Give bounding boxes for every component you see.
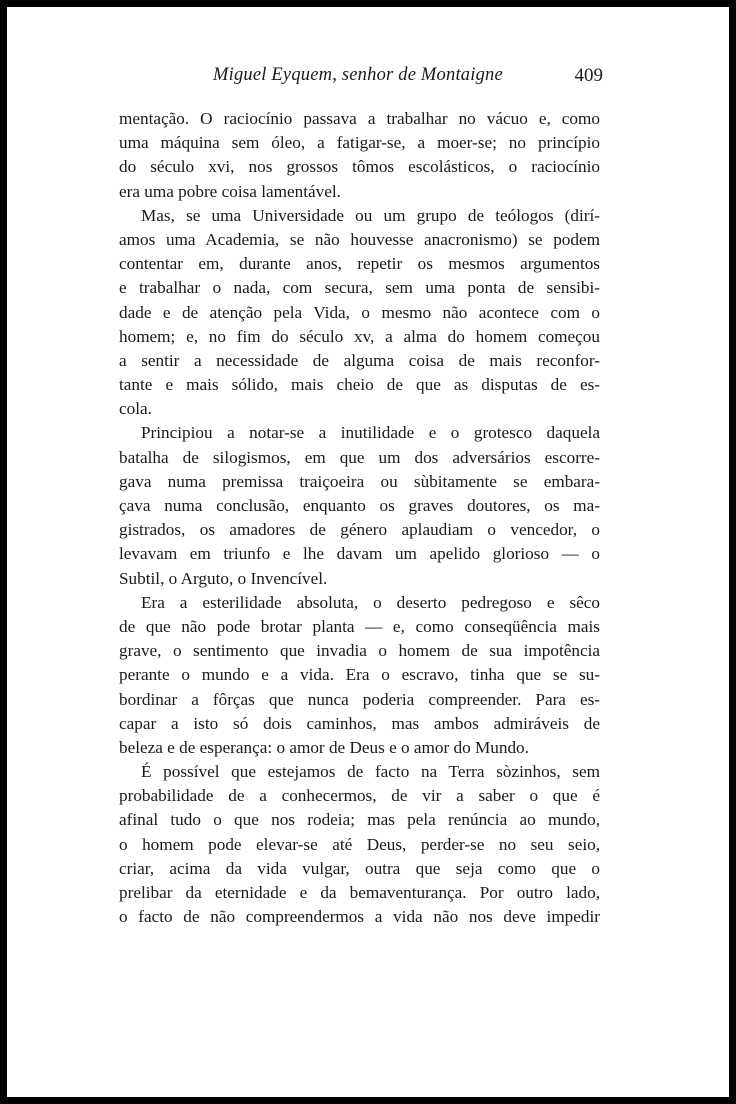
text-line: tante e mais sólido, mais cheio de que as disputas de es- — [119, 375, 600, 395]
text-line: perante o mundo e a vida. Era o escravo, tinha que se su- — [119, 665, 600, 685]
body-text — [119, 107, 600, 929]
text-line: beleza e de esperança: o amor de Deus e o amor do Mundo. — [119, 737, 529, 757]
book-page — [7, 7, 729, 1097]
text-line: criar, acima da vida vulgar, outra que seja como que o — [119, 858, 600, 878]
text-line: probabilidade de a conhecermos, de vir a saber o que é — [119, 786, 600, 806]
text-line: gistrados, os amadores de género aplaudiam o vencedor, o — [119, 520, 600, 540]
text-line: uma máquina sem óleo, a fatigar-se, a moer-se; no princípio — [119, 133, 600, 153]
text-line: Mas, se uma Universidade ou um grupo de teólogos (dirí- — [141, 205, 600, 225]
text-line: o facto de não compreendermos a vida não nos deve impedir — [119, 907, 600, 927]
text-line: bordinar a fôrças que nunca poderia compreender. Para es- — [119, 689, 600, 709]
text-line: a sentir a necessidade de alguma coisa de mais reconfor- — [119, 350, 600, 370]
text-line: levavam em triunfo e lhe davam um apelido glorioso — o — [119, 544, 600, 564]
text-line: e trabalhar o nada, com secura, sem uma ponta de sensibi- — [119, 278, 600, 298]
text-line: amos uma Academia, se não houvesse anacronismo) se podem — [119, 229, 600, 249]
text-line: prelibar da eternidade e da bemaventurança. Por outro lado, — [119, 883, 600, 902]
text-line: homem; e, no fim do século xv, a alma do homem começou — [119, 326, 600, 346]
page-header — [117, 65, 603, 95]
text-line: o homem pode elevar-se até Deus, perder-se no seu seio, — [119, 834, 600, 854]
page-number: 409 — [574, 65, 603, 86]
text-line: Principiou a notar-se a inutilidade e o grotesco daquela — [141, 423, 600, 443]
text-line: de que não pode brotar planta — e, como conseqüência mais — [119, 616, 600, 636]
text-line: afinal tudo o que nos rodeia; mas pela renúncia ao mundo, — [119, 810, 600, 830]
text-line: batalha de silogismos, em que um dos adversários escorre- — [119, 447, 600, 467]
running-title: Miguel Eyquem, senhor de Montaigne — [213, 65, 503, 85]
text-line: dade e de atenção pela Vida, o mesmo não acontece com o — [119, 302, 600, 322]
text-line: contentar em, durante anos, repetir os mesmos argumentos — [119, 254, 600, 274]
text-line: grave, o sentimento que invadia o homem de sua impotência — [119, 641, 600, 661]
text-line: capar a isto só dois caminhos, mas ambos admiráveis de — [119, 713, 600, 733]
text-line: do século xvi, nos grossos tômos escolásticos, o raciocínio — [119, 157, 600, 177]
text-line: mentação. O raciocínio passava a trabalhar no vácuo e, como — [119, 109, 600, 128]
text-line: gava numa premissa traiçoeira ou sùbitamente se embara- — [119, 471, 600, 491]
text-line: çava numa conclusão, enquanto os graves doutores, os ma- — [119, 496, 600, 515]
text-line: Subtil, o Arguto, o Invencível. — [119, 568, 328, 588]
text-line: É possível que estejamos de facto na Terra sòzinhos, sem — [141, 762, 600, 782]
text-line: era uma pobre coisa lamentável. — [119, 181, 341, 201]
text-line: Era a esterilidade absoluta, o deserto pedregoso e sêco — [141, 592, 600, 612]
text-line: cola. — [119, 399, 152, 419]
